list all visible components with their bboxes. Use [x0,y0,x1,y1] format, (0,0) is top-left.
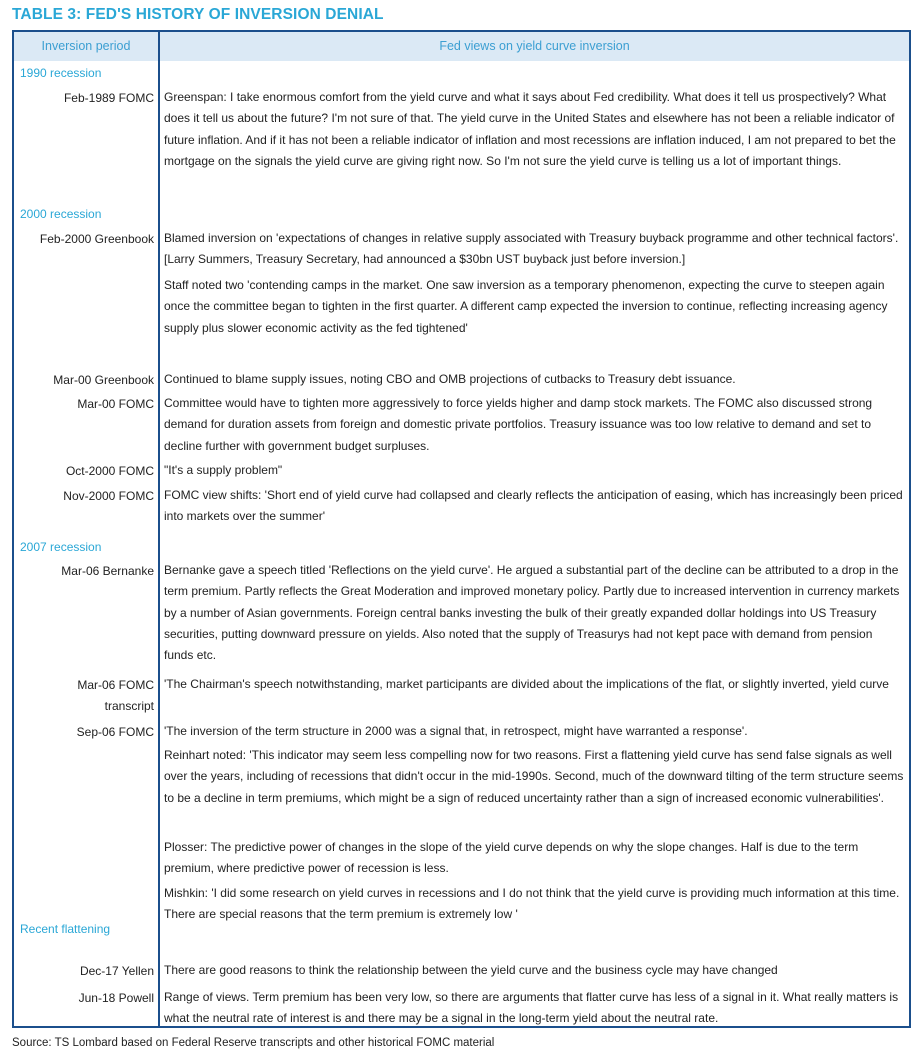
row-label: Dec-17 Yellen [79,964,154,978]
row-label: Sep-06 FOMC [76,725,154,739]
section-2007-recession: 2007 recession [20,540,102,554]
row-text: Mishkin: 'I did some research on yield curves in recessions and I do not think that the yield curve is providing much information at this time. There are special reasons that the term premium is extremely low ' [164,886,900,922]
row-label: Oct-2000 FOMC [65,464,154,478]
row-text: There are good reasons to think the relationship between the yield curve and the business cycle may have changed [164,963,778,977]
column-header-views: Fed views on yield curve inversion [160,32,909,61]
table-title: TABLE 3: FED'S HISTORY OF INVERSION DENIAL [12,6,384,23]
row-text: Bernanke gave a speech titled 'Reflections on the yield curve'. He argued a substantial part of the decline can be attributed to a drop in the term premium. Partly reflects the Great Moderation and improved monetary policy. Partly due to increased intervention in currency markets by a number of Asian governments. Foreign central banks investing the bulk of their greatly expanded dollar holdings into US Treasury securities, putting downward pressure on yields. Also noted that the supply of Treasurys had not kept pace with demand from pension funds etc. [164,563,900,663]
section-1990-recession: 1990 recession [20,66,102,80]
row-label: Feb-1989 FOMC [63,91,154,105]
row-text: Committee would have to tighten more aggressively to force yields higher and damp stock markets. The FOMC also discussed strong demand for duration assets from foreign and domestic private portfolios. Treasury issuance was too low relative to demand and set to decline further with government budget surpluses. [164,396,873,453]
row-label: Jun-18 Powell [78,991,154,1005]
section-recent-flattening: Recent flattening [20,922,111,936]
row-text: Range of views. Term premium has been very low, so there are arguments that flatter curve has less of a signal in it. What really matters is what the neutral rate of interest is and there may be a signal in the long-term yield about the neutral rate. [164,990,899,1026]
source-note: Source: TS Lombard based on Federal Reserve transcripts and other historical FOMC material [12,1037,495,1049]
section-2000-recession: 2000 recession [20,207,102,221]
row-label: Nov-2000 FOMC [63,489,154,503]
row-text: Greenspan: I take enormous comfort from the yield curve and what it says about Fed credibility. What does it tell us prospectively? What does it tell us about the future? I'm not sure of that. The yield curve in the United States and elsewhere has not been a reliable indicator of future inflation. And if it has not been a reliable indicator of inflation and most recessions are inflation induced, I am not prepared to bet the mortgage on the signals the yield curve are giving right now. So I'm not sure the yield curve is telling us a lot of important things. [164,90,896,168]
row-label: Mar-00 Greenbook [53,373,154,387]
row-text: Plosser: The predictive power of changes in the slope of the yield curve depends on why the slope changes. Half is due to the term premium, where predictive power of recession is less. [164,840,859,876]
row-text: "It's a supply problem" [164,463,283,477]
row-label: Mar-00 FOMC [77,397,154,411]
column-header-period: Inversion period [14,32,158,61]
row-text: Staff noted two 'contending camps in the market. One saw inversion as a temporary phenomenon, expecting the curve to steepen again once the committee began to tighten in the first quarter. A different camp expected the inversion to continue, reflecting increasing agency supply plus slower economic activity as the fed tightened' [164,278,888,335]
row-label: Feb-2000 Greenbook [39,232,154,246]
column-divider [158,32,160,1026]
row-label-continued: transcript [104,699,154,713]
row-text: 'The Chairman's speech notwithstanding, market participants are divided about the implications of the flat, or slightly inverted, yield curve [164,677,889,691]
row-label: Mar-06 FOMC [77,678,154,692]
row-label: Mar-06 Bernanke [61,564,154,578]
row-text: Continued to blame supply issues, noting CBO and OMB projections of cutbacks to Treasury debt issuance. [164,372,736,386]
row-text: 'The inversion of the term structure in 2000 was a signal that, in retrospect, might have warranted a response'. [164,724,748,738]
row-text: FOMC view shifts: 'Short end of yield curve had collapsed and clearly reflects the anticipation of easing, which has increasingly been priced into markets over the summer' [164,488,903,524]
table-frame [12,30,911,1028]
row-text: Blamed inversion on 'expectations of changes in relative supply associated with Treasury buyback programme and other technical factors'. [Larry Summers, Treasury Secretary, had announced a $30bn UST buyback just before inversion.] [164,231,899,267]
row-text: Reinhart noted: 'This indicator may seem less compelling now for two reasons. First a flattening yield curve has send false signals as well over the years, including of recessions that didn't occur in the mid-1990s. Second, much of the downward tilting of the term structure seems to be a decline in term premiums, which might be a sign of reduced uncertainty rather than a sign of increased economic vulnerabilities'. [164,748,904,805]
